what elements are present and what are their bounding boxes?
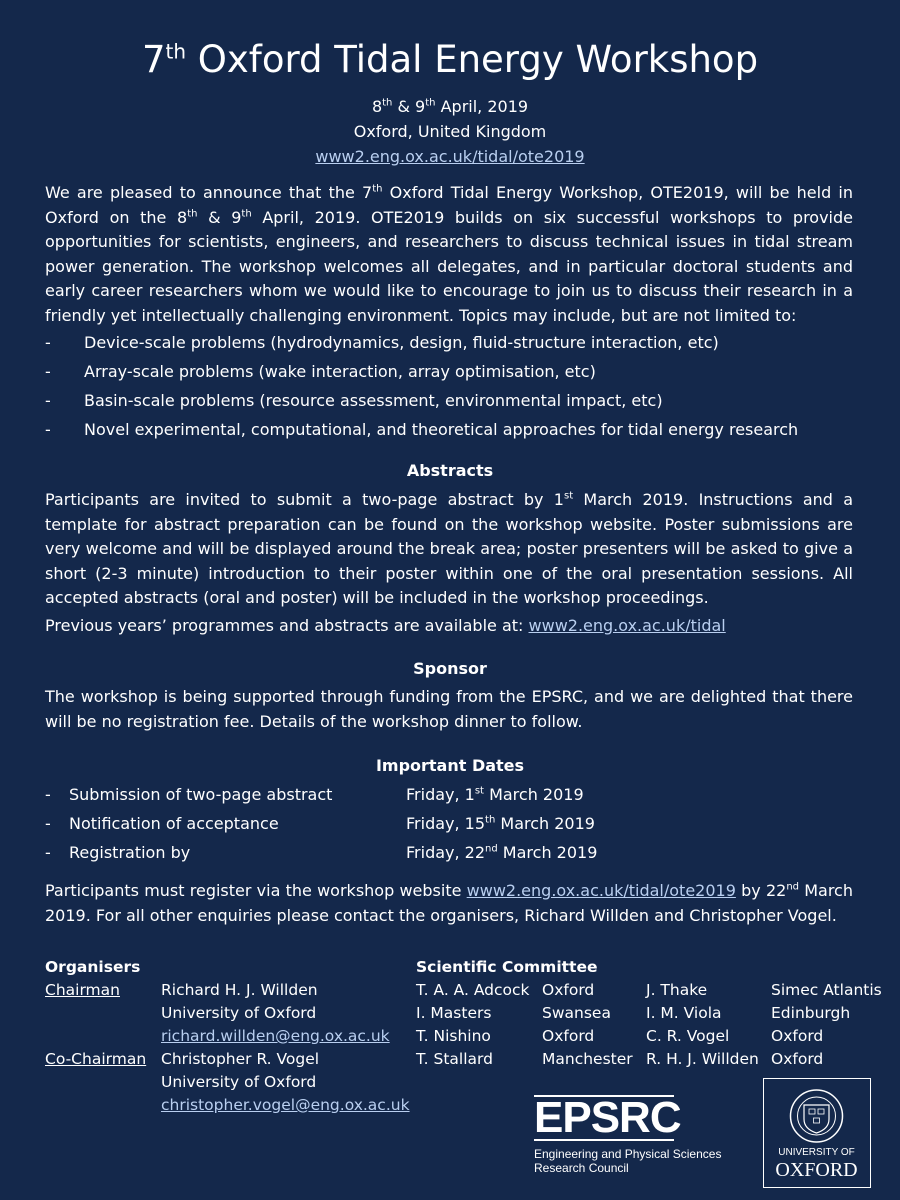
committee-member: T. Stallard [416, 1050, 493, 1068]
abstracts-paragraph: Participants are invited to submit a two-page abstract by 1st March 2019. Instructions and a template for abstract preparation can be found on the workshop website. Poster submissions are very welcome and will be displayed around the break area; poster presenters will be asked to give a short (2-3 minute) introduction to their poster within one of the oral presentation sessions. All accepted abstracts (oral and poster) will be included in the workshop proceedings. [45, 490, 854, 607]
sponsor-heading: Sponsor [413, 659, 487, 678]
date-row: - Submission of two-page abstract Friday, 1st March 2019 [45, 785, 584, 804]
cochairman-email-link[interactable]: christopher.vogel@eng.ox.ac.uk [161, 1096, 410, 1114]
topics-list [45, 328, 865, 444]
committee-member-institution: Oxford [771, 1027, 824, 1045]
date-row: - Notification of acceptance Friday, 15th March 2019 [45, 814, 595, 833]
dates-table [45, 780, 845, 867]
abstracts-heading: Abstracts [406, 461, 494, 480]
committee-member-institution: Oxford [542, 981, 595, 999]
registration-link[interactable]: www2.eng.ox.ac.uk/tidal/ote2019 [466, 881, 736, 900]
dates-heading: Important Dates [375, 756, 525, 775]
committee-member: I. Masters [416, 1004, 492, 1022]
committee-member-institution: Oxford [542, 1027, 595, 1045]
committee-member: T. Nishino [416, 1027, 491, 1045]
committee-member-institution: Manchester [542, 1050, 633, 1068]
committee-member-institution: Oxford [771, 1050, 824, 1068]
oxford-line2: OXFORD [775, 1159, 858, 1181]
committee-member: I. M. Viola [646, 1004, 722, 1022]
event-location: Oxford, United Kingdom [353, 122, 547, 141]
committee-heading: Scientific Committee [416, 958, 598, 976]
registration-paragraph: Participants must register via the workshop website www2.eng.ox.ac.uk/tidal/ote2019 by 22nd March 2019. For all other enquiries please contact the organisers, Richard Willden and Christopher Vogel. [45, 881, 853, 925]
committee-member: J. Thake [646, 981, 708, 999]
list-item: - Array-scale problems (wake interaction, array optimisation, etc) [45, 362, 596, 381]
list-item: - Basin-scale problems (resource assessment, environmental impact, etc) [45, 391, 663, 410]
oxford-crest-icon [764, 1083, 869, 1153]
page-title: 7th Oxford Tidal Energy Workshop [141, 38, 759, 81]
oxford-logo [763, 1078, 871, 1188]
epsrc-line1: Engineering and Physical Sciences [534, 1147, 722, 1161]
committee-member: C. R. Vogel [646, 1027, 730, 1045]
epsrc-line2: Research Council [534, 1161, 629, 1175]
epsrc-wordmark: EPSRC [534, 1093, 681, 1142]
previous-years: Previous years’ programmes and abstracts are available at: www2.eng.ox.ac.uk/tidal [45, 616, 726, 635]
committee-member-institution: Swansea [542, 1004, 611, 1022]
workshop-link[interactable]: www2.eng.ox.ac.uk/tidal/ote2019 [315, 147, 585, 166]
cochairman-name: Christopher R. Vogel [161, 1050, 320, 1068]
chairman-name: Richard H. J. Willden [161, 981, 318, 999]
oxford-line1: UNIVERSITY OF [778, 1147, 855, 1158]
committee-member: T. A. A. Adcock [416, 981, 530, 999]
list-item: - Novel experimental, computational, and theoretical approaches for tidal energy research [45, 420, 799, 439]
date-row: - Registration by Friday, 22nd March 2019 [45, 843, 598, 862]
committee-member-institution: Simec Atlantis [771, 981, 882, 999]
list-item: - Device-scale problems (hydrodynamics, design, fluid-structure interaction, etc) [45, 333, 719, 352]
chairman-role: Chairman [45, 981, 120, 999]
cochairman-role: Co-Chairman [45, 1050, 147, 1068]
cochairman-institution: University of Oxford [161, 1073, 317, 1091]
epsrc-logo [534, 1095, 734, 1185]
chairman-institution: University of Oxford [161, 1004, 317, 1022]
intro-paragraph: We are pleased to announce that the 7th Oxford Tidal Energy Workshop, OTE2019, will be held in Oxford on the 8th & 9th April, 2019. OTE2019 builds on six successful workshops to provide opportunities for scientists, engineers, and researchers to discuss technical issues in tidal stream power generation. The workshop welcomes all delegates, and in particular doctoral students and early career researchers whom we would like to encourage to join us to discuss their research in a friendly yet intellectually challenging environment. Topics may include, but are not limited to: [45, 183, 854, 325]
previous-years-link[interactable]: www2.eng.ox.ac.uk/tidal [528, 616, 726, 635]
committee-member: R. H. J. Willden [646, 1050, 759, 1068]
sponsor-paragraph: The workshop is being supported through funding from the EPSRC, and we are delighted that there will be no registration fee. Details of the workshop dinner to follow. [45, 687, 853, 731]
chairman-email-link[interactable]: richard.willden@eng.ox.ac.uk [161, 1027, 390, 1045]
organisers-heading: Organisers [45, 958, 141, 976]
committee-member-institution: Edinburgh [771, 1004, 851, 1022]
event-dates: 8th & 9th April, 2019 [371, 97, 529, 116]
